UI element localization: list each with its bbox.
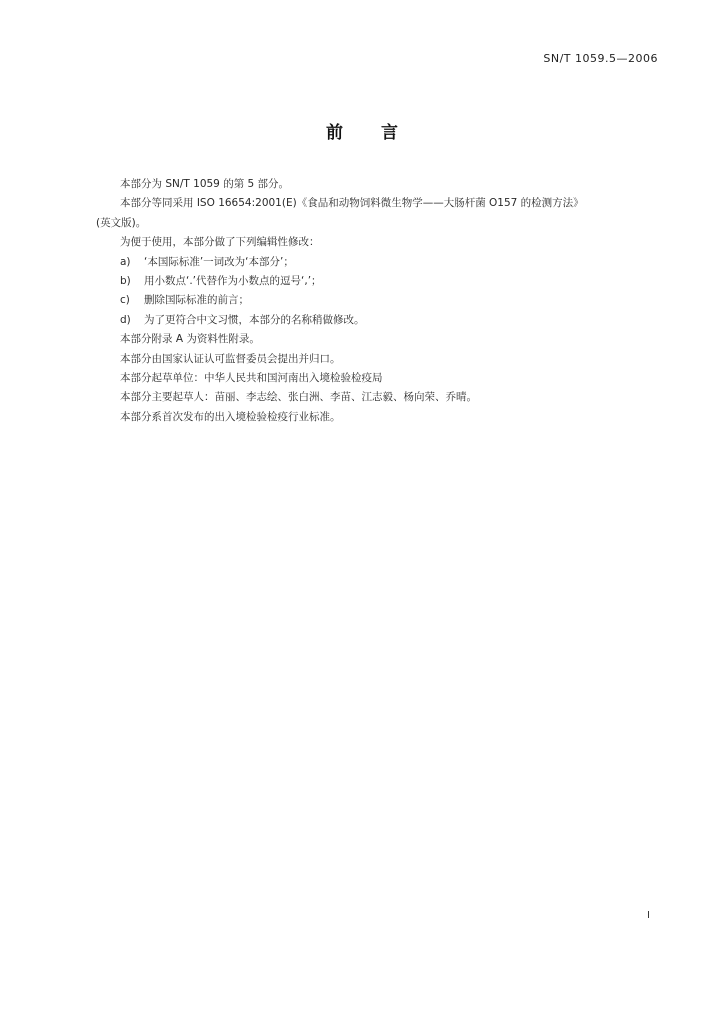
paragraph-proposer: 本部分由国家认证认可监督委员会提出并归口。 [120,352,341,365]
list-marker: c) [120,294,130,307]
list-item-text: 删除国际标准的前言； [144,294,249,307]
paragraph-adoption: 本部分等同采用 ISO 16654:2001(E)《食品和动物饲料微生物学——大肠杆菌 O157 的检测方法》 [120,197,584,210]
list-marker: b) [120,275,131,288]
paragraph-annex: 本部分附录 A 为资料性附录。 [120,333,260,346]
list-item [96,311,662,330]
list-item-text: ‘本国际标准’一词改为‘本部分’； [144,255,294,268]
standard-number: SN/T 1059.5—2006 [543,52,658,65]
paragraph-scope: 本部分为 SN/T 1059 的第 5 部分。 [120,178,290,190]
foreword-body [96,175,662,427]
paragraph-adoption-continued: (英文版)。 [96,216,147,229]
list-item [96,253,662,272]
page-title: 前言 [326,123,436,143]
list-item [96,272,662,291]
paragraph-first-release: 本部分系首次发布的出入境检验检疫行业标准。 [120,410,341,423]
list-item-text: 用小数点‘.’代替作为小数点的逗号‘,’； [144,275,322,288]
page-number: I [647,910,650,921]
list-marker: d) [120,313,131,326]
list-item [96,291,662,310]
paragraph-edits-intro: 为便于使用，本部分做了下列编辑性修改： [120,236,320,249]
list-marker: a) [120,255,131,268]
paragraph-drafters: 本部分主要起草人：苗丽、李志绘、张白洲、李苗、江志毅、杨向荣、乔晴。 [120,391,477,404]
paragraph-drafting-unit: 本部分起草单位：中华人民共和国河南出入境检验检疫局 [120,372,383,385]
list-item-text: 为了更符合中文习惯，本部分的名称稍做修改。 [144,313,365,326]
